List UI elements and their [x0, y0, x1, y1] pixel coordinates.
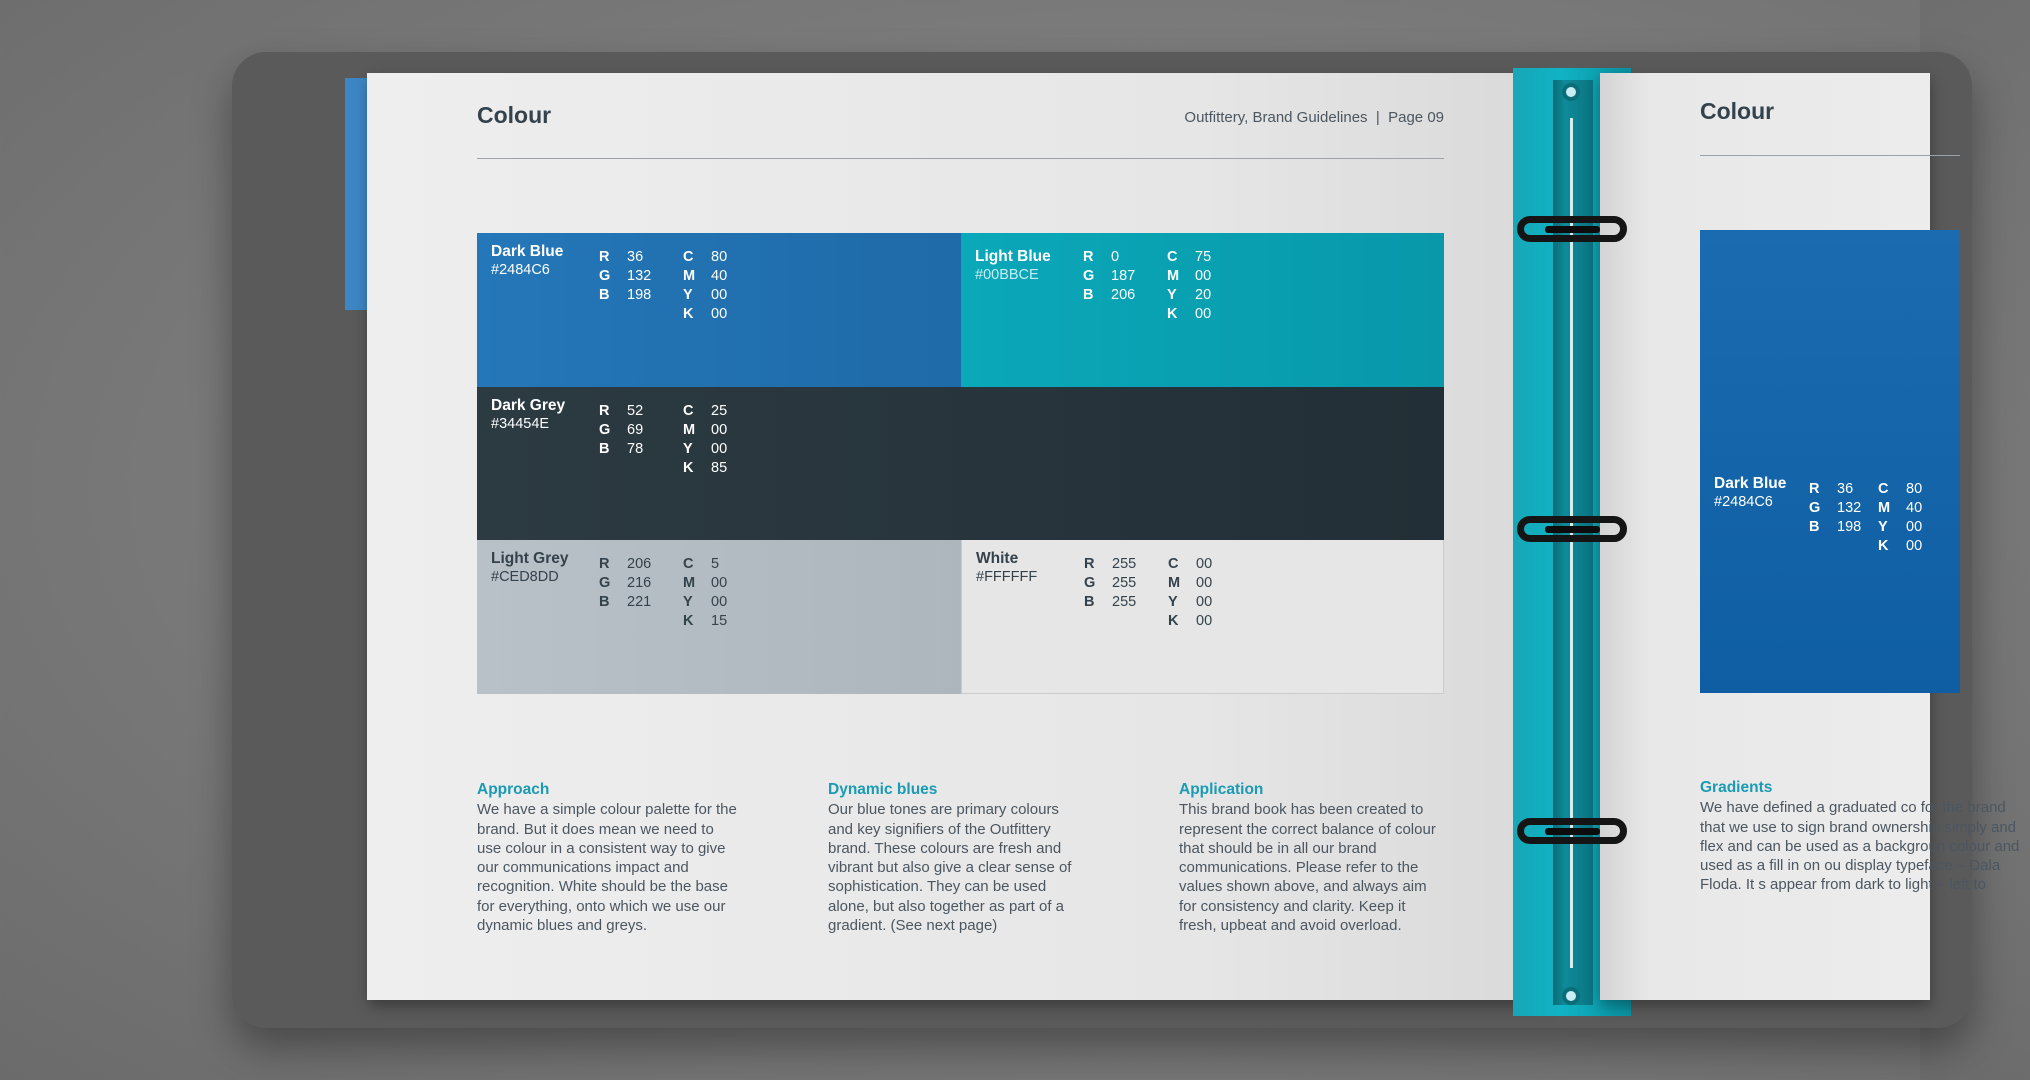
rgb-label: R: [599, 403, 610, 419]
cmyk-value: 00: [711, 422, 728, 438]
cmyk-value: 00: [711, 594, 728, 610]
page-meta: Outfittery, Brand Guidelines | Page 09: [1184, 109, 1444, 126]
rgb-value: 187: [1111, 268, 1136, 284]
cmyk-value: 40: [711, 268, 728, 284]
rgb-values: [599, 248, 651, 305]
cmyk-value: 80: [711, 249, 728, 265]
cmyk-value: 15: [711, 613, 728, 629]
cmyk-label: M: [1168, 575, 1181, 591]
cmyk-label: K: [683, 460, 694, 476]
rgb-value: 255: [1112, 556, 1137, 572]
cmyk-value: 00: [711, 306, 728, 322]
rivet-icon: [1562, 83, 1580, 101]
rgb-value: 198: [1837, 519, 1862, 535]
ring-clasp-icon: [1545, 526, 1600, 533]
rgb-value: 206: [627, 556, 652, 572]
rgb-label: B: [1083, 287, 1094, 303]
cmyk-values: [683, 402, 727, 478]
cmyk-label: M: [1878, 500, 1891, 516]
cmyk-value: 75: [1195, 249, 1212, 265]
rgb-label: R: [599, 249, 610, 265]
cmyk-value: 20: [1195, 287, 1212, 303]
cmyk-label: Y: [683, 441, 693, 457]
rgb-label: B: [599, 594, 610, 610]
swatch-hex: #00BBCE: [975, 267, 1039, 283]
rgb-label: B: [599, 287, 610, 303]
header-rule: [477, 158, 1444, 159]
ring-clasp-icon: [1545, 226, 1600, 233]
cmyk-value: 00: [711, 441, 728, 457]
cmyk-values: [683, 555, 727, 631]
rgb-value: 255: [1112, 594, 1137, 610]
column-dynamic-blues: [828, 780, 1088, 935]
ring-clasp-icon: [1545, 828, 1600, 835]
rgb-label: B: [599, 441, 610, 457]
cmyk-label: Y: [1167, 287, 1177, 303]
cmyk-label: Y: [683, 287, 693, 303]
rgb-label: R: [1809, 481, 1820, 497]
swatch-name: Dark Grey: [491, 397, 566, 414]
rgb-value: 69: [627, 422, 644, 438]
column-body: This brand book has been created to represent the correct balance of colour that should be in all our brand communications. Please refer to the values shown above, and always aim for consistency and clarity. Keep it fresh, upbeat and avoid overload.: [1179, 801, 1436, 935]
rgb-label: G: [599, 268, 611, 284]
cmyk-label: M: [1167, 268, 1180, 284]
rgb-label: G: [599, 422, 611, 438]
swatch-name: White: [976, 550, 1019, 567]
rgb-value: 52: [627, 403, 644, 419]
swatch-hex: #CED8DD: [491, 569, 559, 585]
cmyk-label: Y: [683, 594, 693, 610]
cmyk-value: 85: [711, 460, 728, 476]
rgb-label: G: [1809, 500, 1821, 516]
cmyk-value: 00: [1906, 538, 1923, 554]
cmyk-value: 00: [1196, 575, 1213, 591]
cmyk-value: 00: [1195, 268, 1212, 284]
rgb-value: 0: [1111, 249, 1120, 265]
column-application: [1179, 780, 1447, 935]
cmyk-label: M: [683, 575, 696, 591]
column-heading: Gradients: [1700, 779, 1773, 796]
cmyk-values: [683, 248, 727, 324]
cmyk-value: 25: [711, 403, 728, 419]
cmyk-label: Y: [1878, 519, 1888, 535]
cmyk-value: 00: [1906, 519, 1923, 535]
gradient-swatch: [1700, 230, 1960, 693]
swatch-dark-grey: [477, 387, 1444, 540]
cmyk-label: M: [683, 422, 696, 438]
cmyk-value: 00: [711, 287, 728, 303]
rgb-value: 216: [627, 575, 652, 591]
rgb-label: B: [1809, 519, 1820, 535]
rgb-label: G: [1083, 268, 1095, 284]
column-approach: [477, 780, 742, 935]
swatch-light-grey: [477, 540, 961, 694]
swatch-name: Light Grey: [491, 550, 569, 567]
rgb-values: [1809, 480, 1861, 537]
cmyk-value: 00: [711, 575, 728, 591]
column-body: We have defined a graduated co for the brand that we use to sign brand ownership simply and flex and can be used as a backgroun colour and used as a fill in on ou display typeface – Dala Floda. It s appear from dark to light – left to: [1700, 799, 2020, 894]
rgb-value: 132: [1837, 500, 1862, 516]
rgb-values: [1083, 248, 1135, 305]
rgb-label: G: [599, 575, 611, 591]
cmyk-label: M: [683, 268, 696, 284]
rgb-value: 221: [627, 594, 652, 610]
rgb-value: 36: [627, 249, 644, 265]
cover-tab: [345, 78, 369, 310]
cmyk-value: 40: [1906, 500, 1923, 516]
cmyk-value: 00: [1195, 306, 1212, 322]
column-body: We have a simple colour palette for the brand. But it does mean we need to use colour in a consistent way to give our communications impact and recognition. White should be the base for everything, onto which we use our dynamic blues and greys.: [477, 801, 737, 935]
swatch-hex: #2484C6: [1714, 494, 1773, 510]
rgb-value: 255: [1112, 575, 1137, 591]
rgb-values: [1084, 555, 1136, 612]
rgb-value: 206: [1111, 287, 1136, 303]
column-gradients: [1700, 778, 2030, 895]
cmyk-label: C: [1878, 481, 1889, 497]
cmyk-label: C: [1167, 249, 1178, 265]
cmyk-label: C: [683, 403, 694, 419]
rgb-label: B: [1084, 594, 1095, 610]
right-page-content: [1600, 73, 2020, 1000]
rgb-value: 132: [627, 268, 652, 284]
rgb-value: 198: [627, 287, 652, 303]
header-rule: [1700, 155, 1960, 156]
cmyk-values: [1878, 480, 1922, 556]
cmyk-value: 00: [1196, 613, 1213, 629]
rgb-label: R: [1084, 556, 1095, 572]
cmyk-value: 5: [711, 556, 720, 572]
rgb-label: G: [1084, 575, 1096, 591]
cmyk-label: Y: [1168, 594, 1178, 610]
swatch-name: Dark Blue: [491, 243, 564, 260]
rgb-label: R: [599, 556, 610, 572]
swatch-name: Dark Blue: [1714, 475, 1787, 492]
cmyk-label: K: [683, 306, 694, 322]
column-body: Our blue tones are primary colours and key signifiers of the Outfittery brand. These colours are fresh and vibrant but also give a clear sense of sophistication. They can be used alone, but also together as part of a gradient. (See next page): [828, 801, 1072, 935]
swatch-hex: #FFFFFF: [976, 569, 1038, 585]
swatch-white: [961, 540, 1444, 694]
rgb-value: 78: [627, 441, 644, 457]
rgb-values: [599, 402, 643, 459]
column-heading: Approach: [477, 781, 550, 798]
cmyk-value: 00: [1196, 556, 1213, 572]
cmyk-label: K: [1168, 613, 1179, 629]
swatch-hex: #2484C6: [491, 262, 550, 278]
cmyk-label: K: [1878, 538, 1889, 554]
swatch-dark-blue: [477, 233, 961, 387]
rgb-value: 36: [1837, 481, 1854, 497]
cmyk-values: [1167, 248, 1211, 324]
cmyk-label: C: [683, 249, 694, 265]
cmyk-label: K: [683, 613, 694, 629]
page-title: Colour: [1700, 98, 1775, 124]
rgb-label: R: [1083, 249, 1094, 265]
swatch-hex: #34454E: [491, 416, 550, 432]
swatch-light-blue: [961, 233, 1444, 387]
cmyk-label: C: [683, 556, 694, 572]
cmyk-label: K: [1167, 306, 1178, 322]
cmyk-values: [1168, 555, 1212, 631]
column-heading: Dynamic blues: [828, 781, 938, 798]
page-title: Colour: [477, 102, 552, 128]
rgb-values: [599, 555, 651, 612]
cmyk-label: C: [1168, 556, 1179, 572]
cmyk-value: 80: [1906, 481, 1923, 497]
rivet-icon: [1562, 987, 1580, 1005]
swatch-name: Light Blue: [975, 248, 1051, 265]
column-heading: Application: [1179, 781, 1264, 798]
cmyk-value: 00: [1196, 594, 1213, 610]
